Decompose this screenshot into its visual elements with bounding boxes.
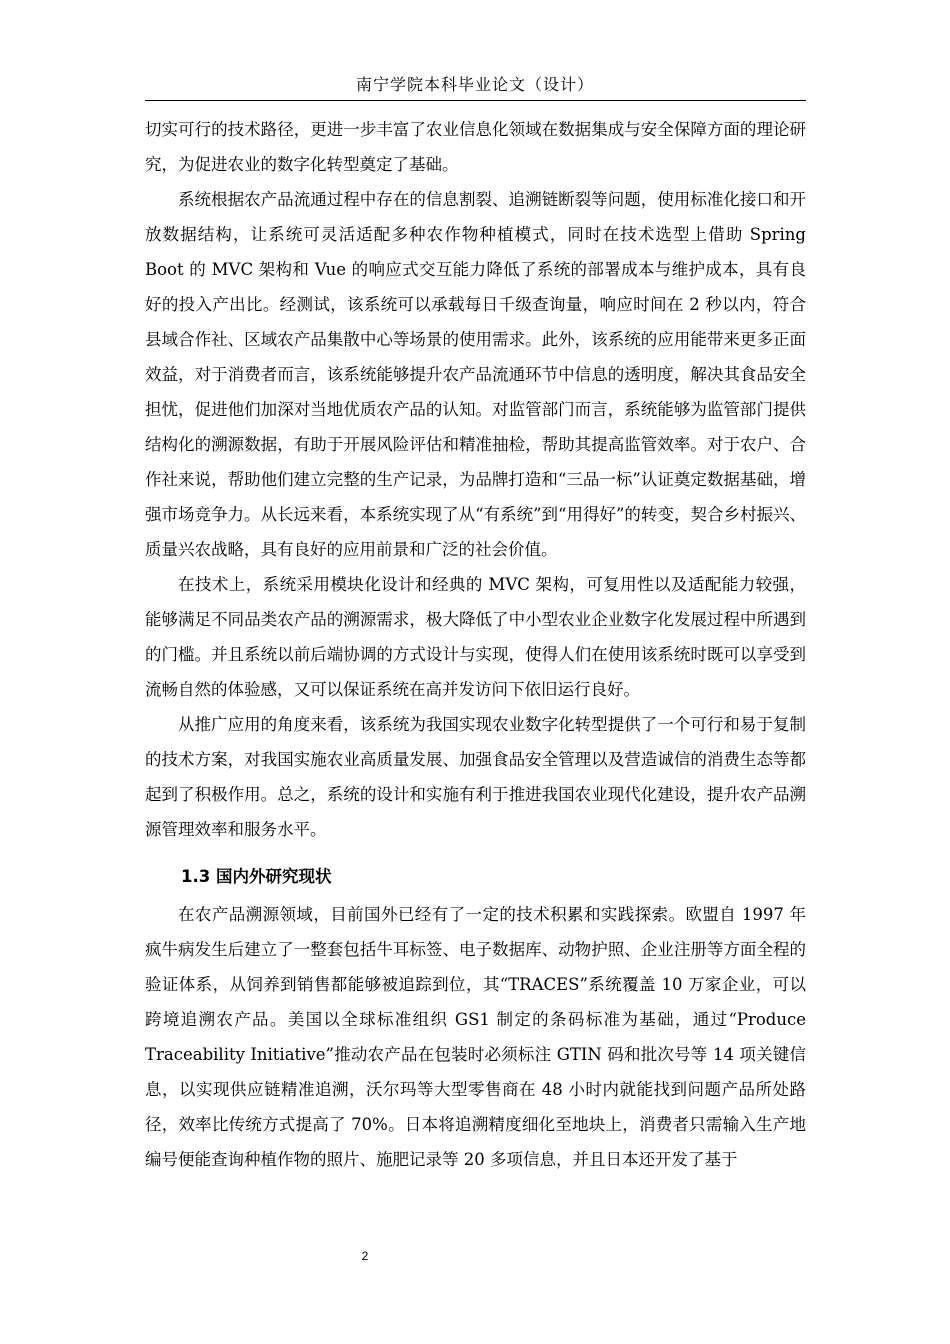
header-rule: [145, 100, 806, 101]
page-number: 2: [361, 1249, 369, 1263]
body-paragraph-1: 切实可行的技术路径，更进一步丰富了农业信息化领域在数据集成与安全保障方面的理论研究，为促进农业的数字化转型奠定了基础。: [145, 120, 806, 174]
section-heading: 1.3 国内外研究现状: [181, 867, 332, 886]
body-paragraph-3: 在技术上，系统采用模块化设计和经典的 MVC 架构，可复用性以及适配能力较强，能够满足不同品类农产品的溯源需求，极大降低了中小型农业企业数字化发展过程中所遇到的门槛。并且系统以前后端协调的方式设计与实现，使得人们在使用该系统时既可以享受到流畅自然的体验感，又可以保证系统在高并发访问下依旧运行良好。: [145, 575, 806, 699]
body-paragraph-2: 系统根据农产品流通过程中存在的信息割裂、追溯链断裂等问题，使用标准化接口和开放数据结构，让系统可灵活适配多种农作物种植模式，同时在技术选型上借助 Spring Boot 的 MVC 架构和 Vue 的响应式交互能力降低了系统的部署成本与维护成本，具有良好的投入产出比。经测试，该系统可以承载每日千级查询量，响应时间在 2 秒以内，符合县域合作社、区域农产品集散中心等场景的使用需求。此外，该系统的应用能带来更多正面效益，对于消费者而言，该系统能够提升农产品流通环节中信息的透明度，解决其食品安全担忧，促进他们加深对当地优质农产品的认知。对监管部门而言，系统能够为监管部门提供结构化的溯源数据，有助于开展风险评估和精准抽检，帮助其提高监管效率。对于农户、合作社来说，帮助他们建立完整的生产记录，为品牌打造和“三品一标”认证奠定数据基础，增强市场竞争力。从长远来看，本系统实现了从“有系统”到“用得好”的转变，契合乡村振兴、质量兴农战略，具有良好的应用前景和广泛的社会价值。: [145, 190, 806, 559]
page-body: [145, 112, 806, 1177]
page-header-title: 南宁学院本科毕业论文（设计）: [355, 75, 594, 94]
body-paragraph-4: 从推广应用的角度来看，该系统为我国实现农业数字化转型提供了一个可行和易于复制的技术方案，对我国实施农业高质量发展、加强食品安全管理以及营造诚信的消费生态等都起到了积极作用。总之，系统的设计和实施有利于推进我国农业现代化建设，提升农产品溯源管理效率和服务水平。: [145, 715, 806, 839]
section-paragraph: 在农产品溯源领域，目前国外已经有了一定的技术积累和实践探索。欧盟自 1997 年疯牛病发生后建立了一整套包括牛耳标签、电子数据库、动物护照、企业注册等方面全程的验证体系，从饲养到销售都能够被追踪到位，其“TRACES”系统覆盖 10 万家企业，可以跨境追溯农产品。美国以全球标准组织 GS1 制定的条码标准为基础，通过“Produce Traceability Initiative”推动农产品在包装时必须标注 GTIN 码和批次号等 14 项关键信息，以实现供应链精准追溯，沃尔玛等大型零售商在 48 小时内就能找到问题产品所处路径，效率比传统方式提高了 70%。日本将追溯精度细化至地块上，消费者只需输入生产地编号便能查询种植作物的照片、施肥记录等 20 多项信息，并且日本还开发了基于: [145, 905, 806, 1169]
